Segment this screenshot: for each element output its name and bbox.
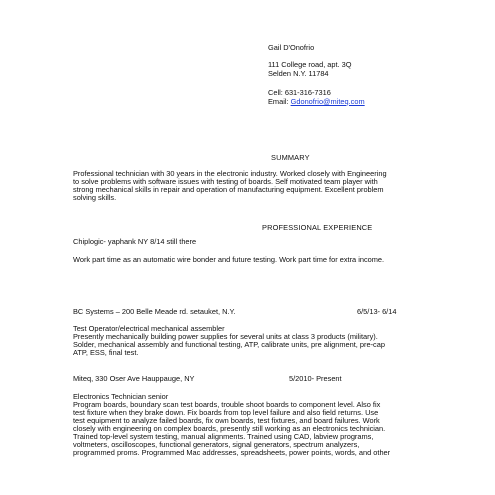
contact-email-link[interactable]: Gdonofrio@miteq.com xyxy=(290,97,365,106)
job-description-line: Trained top-level system testing, manual alignments. Trained using CAD, labview programs, xyxy=(73,432,374,441)
job-dates: 6/5/13- 6/14 xyxy=(357,307,397,316)
contact-address-line-1: 111 College road, apt. 3Q xyxy=(268,60,352,69)
contact-cell: Cell: 631-316-7316 xyxy=(268,88,331,97)
job-description-line: ATP, ESS, final test. xyxy=(73,348,139,357)
summary-line: solving skills. xyxy=(73,193,117,202)
job-employer: BC Systems – 200 Belle Meade rd. setauket, N.Y. xyxy=(73,307,236,316)
contact-email-label: Email: xyxy=(268,97,291,106)
job-title: Electronics Technician senior xyxy=(73,392,169,401)
summary-heading: SUMMARY xyxy=(271,153,310,162)
summary-line: strong mechanical skills in repair and operation of manufacturing equipment. Excellent problem xyxy=(73,185,384,194)
job-employer: Chiplogic- yaphank NY 8/14 still there xyxy=(73,237,197,246)
job-description-line: programmed proms. Programmed Mac addresses, spreadsheets, power points, words, and other xyxy=(73,448,391,457)
contact-email-row xyxy=(268,98,365,107)
job-description-line: Solder, mechanical assembly and functional testing, ATP, calibrate units, pre alignment, pre-cap xyxy=(73,340,385,349)
summary-line: Professional technician with 30 years in the electronic industry. Worked closely with Engineering xyxy=(73,169,387,178)
job-description-line: Program boards, boundary scan test boards, trouble shoot boards to component level. Also fix xyxy=(73,400,381,409)
job-description-line: Work part time as an automatic wire bonder and future testing. Work part time for extra income. xyxy=(73,255,385,264)
experience-heading: PROFESSIONAL EXPERIENCE xyxy=(262,223,373,232)
job-dates: 5/2010- Present xyxy=(289,374,342,383)
job-description-line: Presently mechanically building power supplies for several units at class 3 products (military). xyxy=(73,332,378,341)
job-description-line: test equipment to analyze failed boards, fix own boards, test fixtures, and board failures. Work xyxy=(73,416,380,425)
job-description-line: closely with engineering on complex boards, presently still working as an electronics technician. xyxy=(73,424,386,433)
contact-name: Gail D'Onofrio xyxy=(268,43,315,52)
job-description-line: test fixture when they brake down. Fix boards from top level failure and also field returns. Use xyxy=(73,408,379,417)
job-title: Test Operator/electrical mechanical assembler xyxy=(73,324,225,333)
job-employer: Miteq, 330 Oser Ave Hauppauge, NY xyxy=(73,374,195,383)
job-description-line: voltmeters, oscilloscopes, functional generators, signal generators, spectrum analyzers, xyxy=(73,440,360,449)
contact-address-line-2: Selden N.Y. 11784 xyxy=(268,69,329,78)
summary-line: to solve problems with software issues with testing of boards. Self motivated team player with xyxy=(73,177,378,186)
